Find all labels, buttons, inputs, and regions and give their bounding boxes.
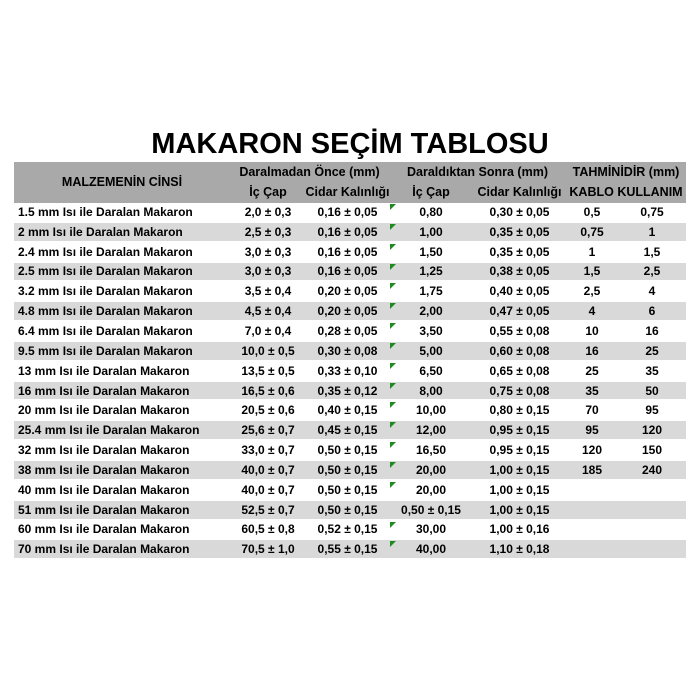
cell-material: 70 mm Isı ile Daralan Makaron [18,542,190,557]
cell-inner-diameter-after: 10,00 [389,401,473,419]
error-indicator-icon [390,522,396,528]
cell-inner-diameter-before: 70,5 ± 1,0 [241,542,295,557]
header-wall-thickness-before: Cidar Kalınlığı [305,185,390,200]
cell-cable-max: 150 [641,443,663,458]
cell-wall-thickness-after: 0,35 ± 0,05 [489,244,550,259]
cell-cable-max: 240 [641,462,663,477]
table-row [14,421,686,441]
cell-wall-thickness-after: 0,38 ± 0,05 [489,264,550,279]
cell-inner-diameter-before: 33,0 ± 0,7 [241,443,295,458]
cell-cable-min: 35 [585,383,599,398]
table-row [14,243,686,263]
cell-wall-thickness-after: 0,65 ± 0,08 [489,363,550,378]
cell-material: 9.5 mm Isı ile Daralan Makaron [18,343,193,358]
header-cable-usage: KABLO KULLANIM [569,185,683,200]
cell-wall-thickness-before: 0,20 ± 0,05 [317,284,378,299]
cell-material: 6.4 mm Isı ile Daralan Makaron [18,323,193,338]
table-row [14,521,686,541]
cell-inner-diameter-after: 5,00 [389,342,473,360]
table-row [14,382,686,402]
error-indicator-icon [390,402,396,408]
cell-wall-thickness-after: 0,30 ± 0,05 [489,204,550,219]
cell-inner-diameter-after: 20,00 [389,461,473,479]
error-indicator-icon [390,462,396,468]
cell-wall-thickness-before: 0,16 ± 0,05 [317,264,378,279]
table-row [14,322,686,342]
cell-wall-thickness-before: 0,52 ± 0,15 [317,522,378,537]
table-row [14,342,686,362]
cell-wall-thickness-before: 0,50 ± 0,15 [317,502,378,517]
cell-cable-min: 95 [585,423,599,438]
cell-cable-max: 4 [648,284,656,299]
table-row [14,401,686,421]
error-indicator-icon [390,244,396,250]
cell-cable-min: 1,5 [583,264,601,279]
cell-material: 13 mm Isı ile Daralan Makaron [18,363,190,378]
cell-inner-diameter-before: 40,0 ± 0,7 [241,482,295,497]
table-row [14,501,686,521]
error-indicator-icon [390,541,396,547]
page-title: MAKARON SEÇİM TABLOSU [151,128,549,160]
cell-cable-max: 0,75 [640,204,664,219]
cell-cable-min: 1 [588,244,596,259]
header-material: MALZEMENİN CİNSİ [61,174,183,189]
cell-cable-min: 16 [585,343,599,358]
table-row [14,302,686,322]
table-header [14,162,686,203]
cell-inner-diameter-before: 20,5 ± 0,6 [241,403,295,418]
header-wall-thickness-after: Cidar Kalınlığı [477,185,562,200]
cell-wall-thickness-after: 1,00 ± 0,15 [489,482,550,497]
table-row [14,223,686,243]
cell-cable-max [618,481,686,499]
cell-wall-thickness-after: 1,00 ± 0,15 [489,502,550,517]
cell-cable-min [566,540,618,558]
cell-wall-thickness-before: 0,30 ± 0,08 [317,343,378,358]
table-row [14,263,686,283]
cell-material: 16 mm Isı ile Daralan Makaron [18,383,190,398]
cell-material: 40 mm Isı ile Daralan Makaron [18,482,190,497]
cell-cable-min: 10 [585,323,599,338]
cell-wall-thickness-before: 0,50 ± 0,15 [317,443,378,458]
cell-material: 32 mm Isı ile Daralan Makaron [18,443,190,458]
cell-cable-max: 1,5 [643,244,661,259]
cell-cable-max: 50 [645,383,659,398]
cell-wall-thickness-before: 0,20 ± 0,05 [317,304,378,319]
error-indicator-icon [390,264,396,270]
cell-inner-diameter-after: 1,00 [389,223,473,241]
cell-wall-thickness-after: 0,95 ± 0,15 [489,423,550,438]
header-inner-diameter-before: İç Çap [249,185,287,200]
header-group-before-shrink: Daralmadan Önce (mm) [239,164,380,179]
cell-cable-max: 6 [648,304,656,319]
cell-wall-thickness-before: 0,33 ± 0,10 [317,363,378,378]
cell-inner-diameter-before: 2,5 ± 0,3 [244,224,292,239]
cell-wall-thickness-after: 1,00 ± 0,16 [489,522,550,537]
error-indicator-icon [390,343,396,349]
cell-inner-diameter-after: 6,50 [389,362,473,380]
cell-wall-thickness-after: 0,60 ± 0,08 [489,343,550,358]
cell-cable-min: 70 [585,403,599,418]
table-row [14,362,686,382]
cell-inner-diameter-before: 3,5 ± 0,4 [244,284,292,299]
cell-wall-thickness-before: 0,45 ± 0,15 [317,423,378,438]
cell-inner-diameter-before: 7,0 ± 0,4 [244,323,292,338]
header-inner-diameter-after: İç Çap [412,185,450,200]
cell-wall-thickness-before: 0,50 ± 0,15 [317,482,378,497]
cell-cable-max: 1 [648,224,656,239]
cell-inner-diameter-after: 20,00 [389,481,473,499]
cell-cable-min: 120 [581,443,603,458]
cell-material: 20 mm Isı ile Daralan Makaron [18,403,190,418]
cell-inner-diameter-before: 2,0 ± 0,3 [244,204,292,219]
cell-material: 2.4 mm Isı ile Daralan Makaron [18,244,193,259]
cell-inner-diameter-after: 0,80 [389,203,473,221]
cell-inner-diameter-before: 10,0 ± 0,5 [241,343,295,358]
cell-wall-thickness-before: 0,40 ± 0,15 [317,403,378,418]
cell-wall-thickness-after: 0,47 ± 0,05 [489,304,550,319]
cell-wall-thickness-after: 1,00 ± 0,15 [489,462,550,477]
cell-cable-max: 25 [645,343,659,358]
cell-material: 38 mm Isı ile Daralan Makaron [18,462,190,477]
table-row [14,203,686,223]
table-row [14,441,686,461]
cell-inner-diameter-after: 0,50 ± 0,15 [401,502,461,517]
cell-wall-thickness-after: 0,40 ± 0,05 [489,284,550,299]
cell-inner-diameter-after: 3,50 [389,322,473,340]
cell-material: 2 mm Isı ile Daralan Makaron [18,224,183,239]
cell-wall-thickness-after: 0,35 ± 0,05 [489,224,550,239]
cell-material: 60 mm Isı ile Daralan Makaron [18,522,190,537]
cell-wall-thickness-before: 0,16 ± 0,05 [317,224,378,239]
cell-cable-max [618,521,686,539]
cell-inner-diameter-after: 16,50 [389,441,473,459]
error-indicator-icon [390,383,396,389]
cell-cable-min: 0,75 [580,224,604,239]
cell-inner-diameter-after: 1,50 [389,243,473,261]
cell-wall-thickness-before: 0,55 ± 0,15 [317,542,378,557]
cell-cable-min: 25 [585,363,599,378]
cell-inner-diameter-before: 25,6 ± 0,7 [241,423,295,438]
error-indicator-icon [390,442,396,448]
cell-cable-min: 4 [588,304,596,319]
cell-inner-diameter-before: 60,5 ± 0,8 [241,522,295,537]
cell-cable-max [618,501,686,519]
cell-wall-thickness-after: 1,10 ± 0,18 [489,542,550,557]
cell-inner-diameter-before: 52,5 ± 0,7 [241,502,295,517]
cell-cable-max [618,540,686,558]
cell-material: 25.4 mm Isı ile Daralan Makaron [18,423,200,438]
cell-inner-diameter-before: 3,0 ± 0,3 [244,244,292,259]
cell-inner-diameter-after: 2,00 [389,302,473,320]
cell-inner-diameter-after: 8,00 [389,382,473,400]
cell-wall-thickness-before: 0,50 ± 0,15 [317,462,378,477]
cell-wall-thickness-before: 0,28 ± 0,05 [317,323,378,338]
table-row [14,282,686,302]
cell-cable-min [566,501,618,519]
cell-cable-min [566,521,618,539]
table-row [14,540,686,560]
error-indicator-icon [390,482,396,488]
cell-inner-diameter-after: 1,75 [389,282,473,300]
cell-material: 4.8 mm Isı ile Daralan Makaron [18,304,193,319]
cell-wall-thickness-after: 0,75 ± 0,08 [489,383,550,398]
cell-wall-thickness-before: 0,16 ± 0,05 [317,204,378,219]
cell-cable-max: 2,5 [643,264,661,279]
cell-cable-min [566,481,618,499]
cell-inner-diameter-before: 3,0 ± 0,3 [244,264,292,279]
header-group-after-shrink: Daraldıktan Sonra (mm) [406,164,548,179]
cell-inner-diameter-after: 1,25 [389,263,473,281]
cell-material: 1.5 mm Isı ile Daralan Makaron [18,204,193,219]
cell-cable-min: 185 [581,462,603,477]
cell-wall-thickness-after: 0,55 ± 0,08 [489,323,550,338]
error-indicator-icon [390,363,396,369]
cell-cable-min: 0,5 [583,204,601,219]
cell-cable-max: 95 [645,403,659,418]
cell-inner-diameter-after: 40,00 [389,540,473,558]
error-indicator-icon [390,283,396,289]
cell-cable-min: 2,5 [583,284,601,299]
table-row [14,461,686,481]
makaron-table [14,162,686,560]
cell-inner-diameter-before: 16,5 ± 0,6 [241,383,295,398]
cell-cable-max: 120 [641,423,663,438]
cell-cable-max: 16 [645,323,659,338]
error-indicator-icon [390,303,396,309]
header-group-estimate: TAHMİNİDİR (mm) [572,164,680,179]
error-indicator-icon [390,323,396,329]
error-indicator-icon [390,204,396,210]
cell-inner-diameter-after: 12,00 [389,421,473,439]
error-indicator-icon [390,224,396,230]
error-indicator-icon [390,422,396,428]
table-row [14,481,686,501]
cell-material: 3.2 mm Isı ile Daralan Makaron [18,284,193,299]
cell-cable-max: 35 [645,363,659,378]
cell-inner-diameter-before: 4,5 ± 0,4 [244,304,292,319]
cell-wall-thickness-after: 0,80 ± 0,15 [489,403,550,418]
table-body [14,203,686,560]
cell-material: 51 mm Isı ile Daralan Makaron [18,502,190,517]
cell-material: 2.5 mm Isı ile Daralan Makaron [18,264,193,279]
cell-wall-thickness-before: 0,16 ± 0,05 [317,244,378,259]
cell-inner-diameter-before: 40,0 ± 0,7 [241,462,295,477]
cell-wall-thickness-before: 0,35 ± 0,12 [317,383,378,398]
cell-inner-diameter-after: 30,00 [389,521,473,539]
cell-inner-diameter-before: 13,5 ± 0,5 [241,363,295,378]
cell-wall-thickness-after: 0,95 ± 0,15 [489,443,550,458]
